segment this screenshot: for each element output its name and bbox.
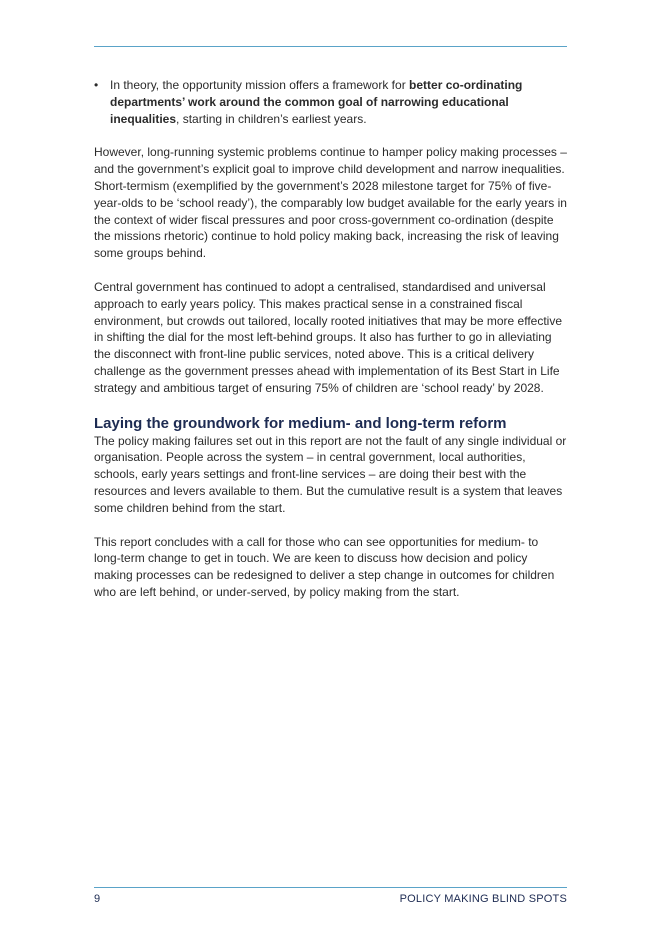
bullet-text-bold: better co-ordinating departments’ work around the common goal of narrowing educational inequalities (110, 78, 523, 126)
bullet-text-intro: In theory, the opportunity mission offers a framework for (110, 78, 410, 92)
header-rule (94, 46, 567, 47)
bullet-marker: • (94, 78, 99, 92)
running-title: POLICY MAKING BLIND SPOTS (399, 893, 567, 905)
paragraph-call-to-action: This report concludes with a call for those who can see opportunities for medium- to long-term change to get in touch. We are keen to discuss how decision and policy making processes can be redesigned to deliver a step change in outcomes for children who are left behind, or under-served, by policy making from the start. (94, 534, 555, 599)
bullet-item (94, 77, 567, 127)
page-number: 9 (94, 893, 101, 905)
footer-rule (94, 887, 567, 888)
page-body (94, 77, 567, 618)
bullet-text-outro: , starting in children’s earliest years. (176, 111, 367, 126)
paragraph-central-government: Central government has continued to adopt a centralised, standardised and universal approach to early years policy. This makes practical sense in a constrained fiscal environment, but crowds out tailored, locally rooted initiatives that may be more effective in shifting the dial for the most left-behind groups. It also has further to go in alleviating the disconnect with front-line public services, noted above. This is a critical delivery challenge as the government presses ahead with implementation of its Best Start in Life strategy and ambitious target of ensuring 75% of children are ‘school ready’ by 2028. (94, 279, 563, 395)
paragraph-systemic-problems: However, long-running systemic problems continue to hamper policy making processes – and the government’s explicit goal to improve child development and narrow inequalities. Short-termism (exemplified by the government’s 2028 milestone target for 75% of five-year-olds to be ‘school ready’), the comparably low budget available for the early years in the context of wider fiscal pressures and poor cross-government co-ordination (despite the missions rhetoric) continue to hold policy making back, increasing the risk of leaving some groups behind. (94, 145, 567, 261)
section-heading: Laying the groundwork for medium- and long-term reform (94, 414, 507, 432)
paragraph-policy-failures: The policy making failures set out in this report are not the fault of any single individual or organisation. People across the system – in central government, local authorities, schools, early years settings and front-line services – are doing their best with the resources and levers available to them. But the cumulative result is a system that leaves some children behind from the start. (94, 433, 567, 515)
